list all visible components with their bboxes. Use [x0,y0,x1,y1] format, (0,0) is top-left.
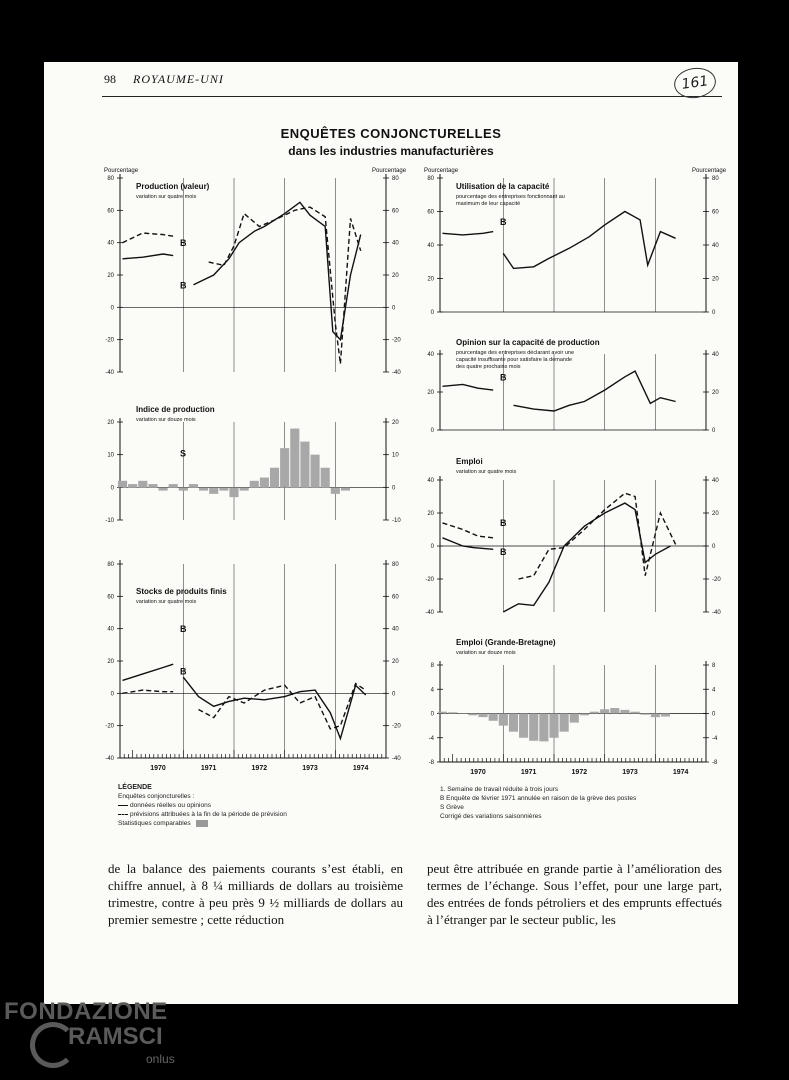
series-line-3-0-0 [443,232,494,235]
bar-1-19 [311,455,320,488]
solid-line-swatch [118,805,128,807]
bar-1-14 [260,478,269,488]
survey-charts [44,62,738,782]
series-line-4-0-0 [443,384,494,390]
marker-b-2-0: B [180,623,187,634]
tick-label-right: 40 [392,626,399,633]
bar-6-18 [620,710,629,714]
tick-label-right: 0 [712,711,716,718]
legend-dashed-row [118,810,287,819]
tick-label-left: 4 [430,687,434,694]
page-number: 98 [104,72,116,86]
marker-b-4-0: B [500,372,507,383]
tick-label-right: 0 [712,310,716,316]
tick-label-left: 80 [107,176,114,182]
tick-label-right: 40 [712,352,719,358]
tick-label-left: 20 [107,273,114,279]
bar-1-0 [118,481,127,488]
tick-label-left: -40 [425,610,434,616]
bar-1-4 [159,487,168,490]
bar-6-11 [549,714,558,738]
legend-bars-row [118,819,287,828]
bar-6-8 [519,714,528,738]
bar-1-22 [341,487,350,490]
tick-label-left: -8 [428,760,434,766]
bar-1-10 [219,487,228,490]
series-line-0-1-0 [123,233,174,243]
figure-subtitle: dans les industries manufacturières [288,144,494,158]
tick-label-right: -20 [392,723,401,730]
tick-label-left: -10 [105,518,114,524]
panel-subtitle-0: variation sur quatre mois [136,194,197,200]
dashed-line-swatch [118,814,128,815]
bar-6-12 [560,714,569,732]
series-line-4-0-1 [514,371,676,411]
bar-6-6 [499,714,508,726]
bar-1-6 [179,487,188,490]
bar-1-21 [331,487,340,494]
tick-label-right: 8 [712,663,716,669]
tick-label-right: -4 [712,735,718,742]
tick-label-left: -40 [105,756,114,762]
panel-subtitle-6: variation sur douze mois [456,650,516,656]
bar-1-1 [128,484,137,487]
panel-subtitle-4: capacité insuffisante pour satisfaire la demande [456,357,573,363]
tick-label-left: -20 [425,577,434,583]
tick-label-left: 20 [107,659,114,665]
panel-subtitle-1: variation sur douze mois [136,417,196,423]
tick-label-left: 0 [430,544,434,550]
panel-title-0: Production (valeur) [136,182,210,191]
year-label-1-1971: 1971 [520,769,537,776]
bar-1-13 [250,481,259,488]
tick-label-left: 0 [430,711,434,718]
series-line-5-0-1 [503,503,670,612]
figure-title: ENQUÊTES CONJONCTURELLES [280,126,502,141]
bar-6-19 [631,712,640,714]
bar-6-3 [468,714,477,716]
bar-1-20 [321,468,330,488]
tick-label-left: -20 [105,723,114,730]
tick-label-left: 20 [427,390,434,396]
bar-6-9 [529,714,538,741]
marker-b-5-0: B [500,518,507,529]
bar-6-5 [489,714,498,721]
tick-label-left: -20 [105,337,114,344]
year-label-1-1972: 1972 [571,769,588,776]
tick-label-left: 40 [427,478,434,484]
bar-6-13 [570,714,579,723]
panel-title-6: Emploi (Grande-Bretagne) [456,638,556,647]
marker-s-1-0: S [180,448,187,459]
tick-label-left: 40 [427,243,434,249]
marker-b-3-0: B [500,216,507,227]
tick-label-left: 80 [107,562,114,568]
bar-1-11 [229,487,238,497]
tick-label-right: 0 [712,428,716,434]
panel-subtitle-3: maximum de leur capacité [456,201,521,207]
tick-label-left: -40 [105,370,114,376]
tick-label-left: 40 [107,240,114,247]
bar-1-17 [290,429,299,488]
bar-6-20 [641,714,650,715]
bar-6-1 [448,712,457,713]
tick-label-right: -20 [712,577,721,583]
year-label-0-1973: 1973 [302,765,318,772]
tick-label-left: 40 [107,626,114,633]
body-text-right: peut être attribuée en grande partie à l’amélioration des termes de l’échange. Sous l’effet, pour une large part, des entrées de fonds pétroliers et des emprunts effectués à l’étranger par le secteur public, les [427,861,722,927]
panel-subtitle-4: pourcentage des entreprises déclarant avoir une [456,350,575,356]
tick-label-left: 80 [427,176,434,182]
legend-heading: LÉGENDE [118,784,152,791]
panel-subtitle-3: pourcentage des entreprises fonctionnant au [456,194,565,200]
series-line-2-0-1 [183,677,365,738]
legend-solid-label: données réelles ou opinions [130,802,211,809]
tick-label-right: 40 [712,478,719,484]
tick-label-right: 20 [712,511,719,517]
tick-label-right: -40 [392,756,401,762]
series-line-3-0-1 [503,212,675,269]
tick-label-right: 4 [712,687,716,694]
marker-b-0-0: B [180,237,187,248]
tick-label-right: 80 [712,176,719,182]
tick-label-left: 60 [107,208,114,215]
tick-label-right: -40 [712,610,721,616]
tick-label-right: 60 [392,594,399,601]
tick-label-left: 0 [430,428,434,434]
year-label-1-1970: 1970 [470,769,486,776]
series-line-0-0-0 [123,254,174,259]
tick-label-right: 60 [392,208,399,215]
marker-b-0-1: B [180,280,187,291]
tick-label-left: 20 [427,276,434,283]
tick-label-left: 60 [427,209,434,216]
bar-6-16 [600,709,609,713]
tick-label-right: 20 [392,659,399,665]
tick-label-right: 0 [392,305,396,312]
tick-label-right: 10 [392,452,399,459]
bar-6-17 [610,708,619,713]
note-b: B Enquête de février 1971 annulée en raison de la grève des postes [440,795,637,802]
tick-label-right: -8 [712,760,718,766]
legend-bars-label: Statistiques comparables [118,820,191,827]
legend-solid-row [118,801,287,810]
tick-label-right: 40 [712,243,719,249]
bar-1-7 [189,484,198,487]
bar-6-4 [479,714,488,718]
series-line-5-1-1 [519,493,676,579]
bar-1-18 [300,442,309,488]
bar-1-5 [169,484,178,487]
tick-label-left: 10 [107,452,114,459]
note-s: S Grève [440,804,464,811]
body-text-left: de la balance des paiements courants s’est établi, en chiffre annuel, à 8 ¼ milliards de dollars au troisième trimestre, contre à peu près 9 ½ milliards de dollars au premier semestre ; cette réduction [108,861,403,927]
year-label-0-1971: 1971 [200,765,217,772]
document-page [44,62,738,1004]
legend-dashed-label: prévisions attribuées à la fin de la période de prévision [130,811,287,818]
panel-title-2: Stocks de produits finis [136,587,227,596]
tick-label-left: 20 [107,420,114,426]
bar-6-22 [661,714,670,717]
panel-title-4: Opinion sur la capacité de production [456,338,600,347]
axis-unit-right-0: Pourcentage [372,168,407,174]
tick-label-right: 20 [392,420,399,426]
watermark-logo [0,990,240,1080]
panel-title-1: Indice de production [136,405,215,414]
gray-bar-swatch [196,820,208,827]
bar-1-2 [138,481,147,488]
year-label-0-1974: 1974 [352,765,369,772]
bar-1-3 [148,484,157,487]
bar-6-15 [590,712,599,714]
legend-group: Enquêtes conjoncturelles : [118,793,195,800]
bar-6-7 [509,714,518,732]
bar-6-14 [580,714,589,716]
panel-subtitle-4: des quatre prochains mois [456,364,521,370]
tick-label-right: 0 [712,544,716,550]
axis-unit-right-1: Pourcentage [692,168,727,174]
panel-title-3: Utilisation de la capacité [456,182,550,191]
tick-label-right: 0 [392,691,396,698]
tick-label-right: -40 [392,370,401,376]
series-line-2-1-1 [199,684,366,729]
tick-label-right: 20 [712,276,719,283]
year-label-1-1973: 1973 [622,769,638,776]
note-seasonal: Corrigé des variations saisonnières [440,813,542,820]
series-line-5-1-0 [443,523,494,538]
archive-stamp: 161 [672,65,718,101]
tick-label-left: -4 [428,735,434,742]
marker-b-5-1: B [500,547,507,558]
year-label-1-1974: 1974 [672,769,689,776]
legend [118,783,287,828]
axis-unit-left-1: Pourcentage [424,168,459,174]
tick-label-right: 40 [392,240,399,247]
tick-label-left: 0 [110,485,114,492]
running-title: ROYAUME-UNI [133,72,224,86]
year-label-0-1972: 1972 [251,765,268,772]
series-line-2-0-0 [123,664,174,680]
panel-subtitle-2: variation sur quatre mois [136,599,197,605]
tick-label-left: 0 [110,691,114,698]
watermark-line2: RAMSCI [68,1023,163,1050]
bar-1-16 [280,448,289,487]
tick-label-left: 40 [427,352,434,358]
watermark-line1: FONDAZIONE [4,998,168,1025]
bar-6-21 [651,714,660,718]
bar-1-9 [209,487,218,494]
tick-label-left: 20 [427,511,434,517]
tick-label-right: 80 [392,176,399,182]
tick-label-right: 20 [392,273,399,279]
tick-label-right: 0 [392,485,396,492]
year-label-0-1970: 1970 [150,765,166,772]
note-1: 1. Semaine de travail réduite à trois jours [440,786,559,793]
panel-title-5: Emploi [456,457,483,466]
bar-6-0 [438,712,447,714]
watermark-line3: onlus [146,1052,175,1066]
tick-label-left: 0 [430,310,434,316]
bar-1-12 [240,487,249,490]
tick-label-right: -10 [392,518,401,524]
tick-label-left: 8 [430,663,434,669]
tick-label-left: 0 [110,305,114,312]
tick-label-left: 60 [107,594,114,601]
tick-label-right: -20 [392,337,401,344]
bar-6-10 [539,714,548,742]
tick-label-right: 20 [712,390,719,396]
axis-unit-left-0: Pourcentage [104,168,139,174]
series-line-2-1-0 [123,690,174,693]
bar-1-15 [270,468,279,488]
marker-b-2-1: B [180,666,187,677]
series-line-5-0-0 [443,538,494,550]
tick-label-right: 60 [712,209,719,216]
bar-6-2 [458,714,467,715]
tick-label-right: 80 [392,562,399,568]
bar-1-8 [199,487,208,490]
chart-notes [440,785,636,821]
panel-subtitle-5: variation sur quatre mois [456,469,517,475]
